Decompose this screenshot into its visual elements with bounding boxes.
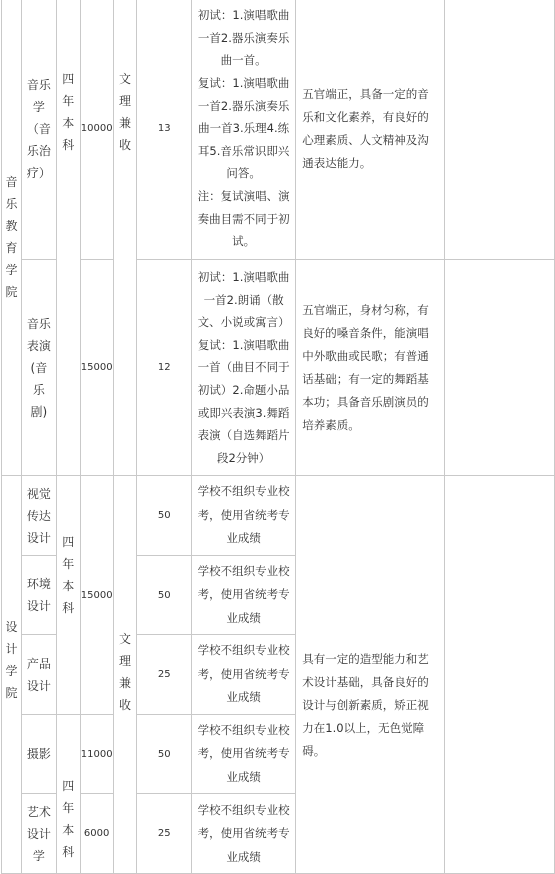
exam-cell xyxy=(192,555,296,635)
major-label: 产品设计 xyxy=(26,656,51,693)
tuition-value: 11000 xyxy=(80,748,113,760)
college-label: 设计学院 xyxy=(5,620,18,701)
notes-cell xyxy=(445,260,555,476)
major-cell xyxy=(21,260,56,476)
exam-cell xyxy=(192,0,296,260)
major-cell xyxy=(21,476,56,556)
exam-cell xyxy=(192,476,296,556)
quota-value: 50 xyxy=(157,589,171,601)
tuition-value: 15000 xyxy=(80,362,113,374)
tuition-cell xyxy=(80,794,113,874)
college-cell-design xyxy=(2,476,22,874)
quota-cell xyxy=(137,0,192,260)
exam-line: 初试：1.演唱歌曲一首2.朗诵（散文、小说或寓言） xyxy=(197,270,290,330)
exam-cell xyxy=(192,635,296,715)
exam-line: 复试：1.演唱歌曲一首（曲目不同于初试）2.命题小品或即兴表演3.舞蹈表演（自选舞蹈片段2分钟） xyxy=(197,337,290,465)
major-cell xyxy=(21,794,56,874)
degree-label: 四年本科 xyxy=(62,72,75,152)
exam-text: 学校不组织专业校考，使用省统考专业成绩 xyxy=(197,722,290,784)
requirement-text: 五官端正，具备一定的音乐和文化素养，有良好的心理素质、人文精神及沟通表达能力。 xyxy=(302,86,429,170)
exam-text: 学校不组织专业校考，使用省统考专业成绩 xyxy=(197,643,290,705)
major-cell xyxy=(21,714,56,794)
exam-cell xyxy=(192,794,296,874)
exam-line: 注：复试演唱、演奏曲目需不同于初试。 xyxy=(197,188,290,249)
college-cell-music xyxy=(2,0,22,476)
requirement-text: 具有一定的造型能力和艺术设计基础，具备良好的设计与创新素质，矫正视力在1.0以上，无色觉障碍。 xyxy=(302,652,429,759)
degree-cell xyxy=(56,714,80,874)
quota-cell xyxy=(137,260,192,476)
quota-cell xyxy=(137,714,192,794)
quota-cell xyxy=(137,555,192,635)
exam-text: 学校不组织专业校考，使用省统考专业成绩 xyxy=(197,563,290,625)
requirement-cell xyxy=(296,0,445,260)
admissions-table xyxy=(1,0,555,874)
quota-value: 13 xyxy=(157,123,171,134)
major-cell xyxy=(21,0,56,260)
degree-label: 四年本科 xyxy=(62,535,75,616)
tuition-value: 10000 xyxy=(80,123,113,134)
major-label: 视觉传达设计 xyxy=(26,486,51,545)
exam-cell xyxy=(192,714,296,794)
table-row xyxy=(2,0,555,260)
major-label: 艺术设计学 xyxy=(26,804,51,863)
degree-cell xyxy=(56,0,80,476)
tuition-value: 6000 xyxy=(83,828,110,840)
requirement-cell xyxy=(296,476,445,874)
major-cell xyxy=(21,635,56,715)
quota-cell xyxy=(137,476,192,556)
requirement-text: 五官端正，身材匀称，有良好的嗓音条件，能演唱中外歌曲或民歌；有普通话基础；有一定的舞蹈基本功；具备音乐剧演员的培养素质。 xyxy=(302,302,429,432)
category-cell xyxy=(113,0,137,476)
category-label: 文理兼收 xyxy=(119,72,132,152)
tuition-value: 15000 xyxy=(80,589,113,601)
exam-text: 学校不组织专业校考，使用省统考专业成绩 xyxy=(197,484,290,546)
category-label: 文理兼收 xyxy=(119,632,132,713)
quota-cell xyxy=(137,635,192,715)
quota-value: 12 xyxy=(157,362,171,374)
category-cell xyxy=(113,476,137,874)
tuition-cell xyxy=(80,0,113,260)
tuition-cell xyxy=(80,260,113,476)
exam-line: 初试：1.演唱歌曲一首2.器乐演奏乐曲一首。 xyxy=(197,8,290,68)
notes-cell xyxy=(445,476,555,874)
degree-label: 四年本科 xyxy=(62,778,75,859)
degree-cell xyxy=(56,476,80,715)
quota-value: 50 xyxy=(157,748,171,760)
table-row xyxy=(2,476,555,556)
requirement-cell xyxy=(296,260,445,476)
exam-text: 学校不组织专业校考，使用省统考专业成绩 xyxy=(197,802,290,864)
major-label: 环境设计 xyxy=(26,577,51,614)
notes-cell xyxy=(445,0,555,260)
major-label: 摄影 xyxy=(26,747,51,762)
major-label: 音乐表演(音乐剧) xyxy=(26,316,51,419)
quota-value: 25 xyxy=(157,828,171,840)
tuition-cell xyxy=(80,476,113,715)
table-row xyxy=(2,260,555,476)
exam-line: 复试：1.演唱歌曲一首2.器乐演奏乐曲一首3.乐理4.练耳5.音乐常识即兴问答。 xyxy=(197,76,290,181)
major-label: 音乐学（音乐治疗） xyxy=(26,77,51,180)
quota-cell xyxy=(137,794,192,874)
college-label: 音乐教育学院 xyxy=(5,174,18,299)
exam-cell xyxy=(192,260,296,476)
quota-value: 25 xyxy=(157,669,171,681)
quota-value: 50 xyxy=(157,510,171,522)
major-cell xyxy=(21,555,56,635)
tuition-cell xyxy=(80,714,113,794)
